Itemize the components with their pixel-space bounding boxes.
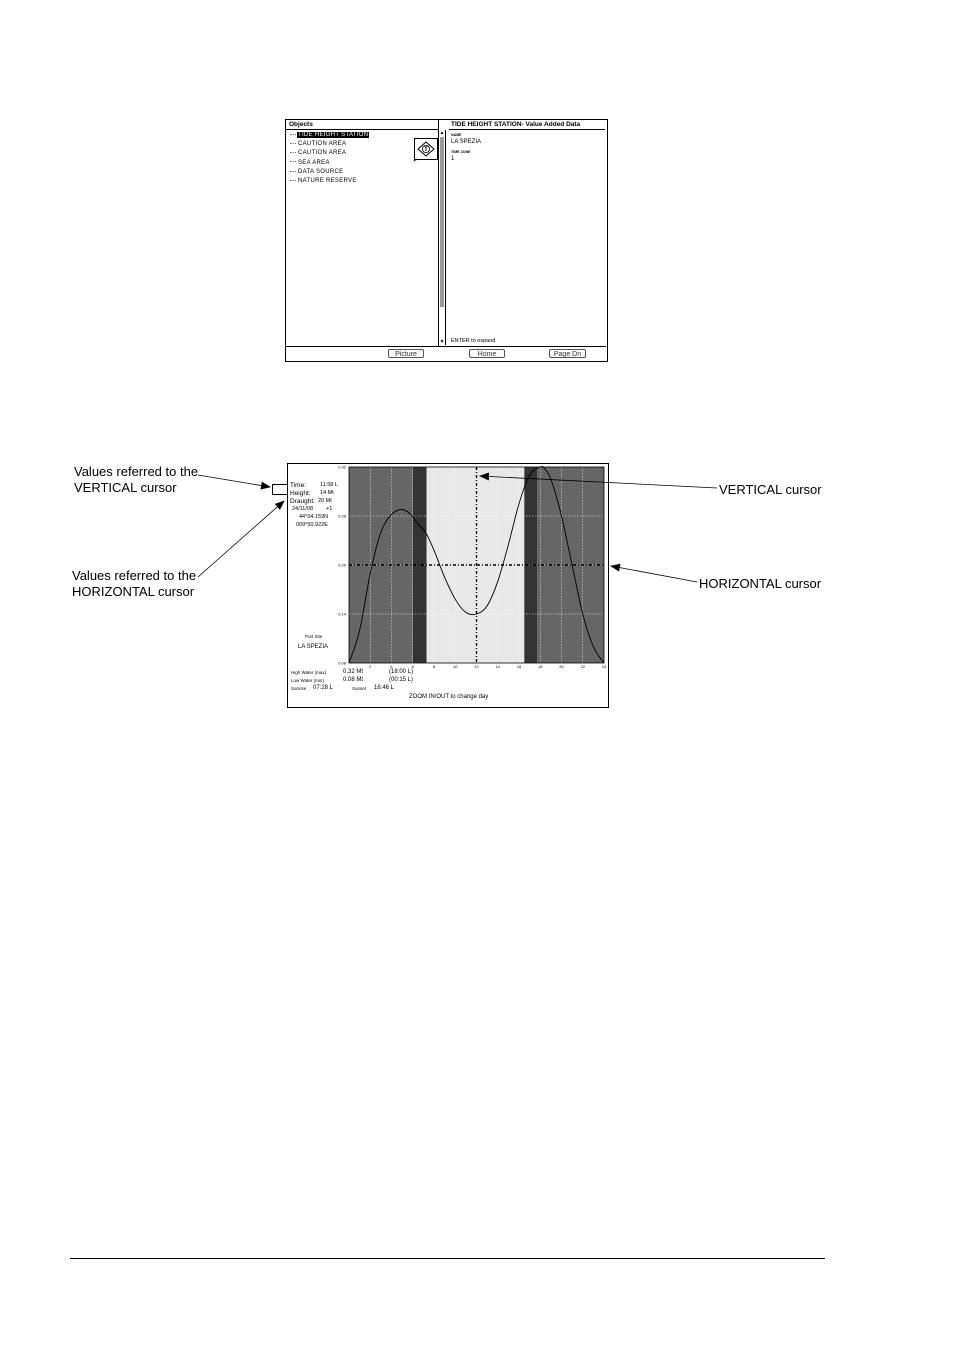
x-tick-label: 6	[411, 664, 414, 669]
time-zone-field-value: 1	[451, 156, 455, 162]
enter-hint: ENTER to expand	[451, 338, 496, 344]
height-label: Height:	[290, 490, 311, 497]
svg-text:T: T	[424, 147, 428, 154]
callout-line: HORIZONTAL cursor	[72, 584, 195, 599]
x-tick-label: 20	[559, 664, 564, 669]
name-field-label: NAME	[451, 133, 462, 137]
arrow-horizontal-cursor	[611, 566, 697, 582]
port-site-label: Port Site	[305, 634, 323, 639]
x-tick-label: 10	[453, 664, 458, 669]
object-list-item-label: DATA SOURCE	[298, 168, 344, 175]
callout-line: Values referred to the	[72, 568, 197, 583]
time-label: Time:	[290, 482, 307, 489]
object-list-item-label: SEA AREA	[298, 159, 330, 166]
arrow-horizontal-values	[198, 501, 284, 577]
scroll-up-arrow-icon[interactable]: ▲	[439, 130, 445, 136]
y-tick-label: 0.20	[338, 562, 346, 568]
height-value: 14 Mt	[320, 490, 334, 496]
arrow-vertical-cursor	[480, 476, 717, 488]
x-tick-label: 12	[474, 664, 479, 669]
low-water-label: Low Water (min)	[291, 678, 324, 683]
port-name: LA SPEZIA	[298, 644, 329, 650]
object-list-item-label: NATURE RESERVE	[298, 177, 357, 184]
draught-label: Draught:	[290, 498, 315, 505]
sunrise-value: 07:28 L	[313, 685, 334, 691]
name-field-value: LA SPEZIA	[451, 139, 482, 145]
time-zone-field-label: TIME ZONE	[451, 150, 471, 154]
longitude: 009°50.922E	[296, 522, 328, 528]
latitude: 44°04.159N	[299, 514, 329, 520]
x-tick-label: 18	[538, 664, 543, 669]
callout-line: VERTICAL cursor	[74, 480, 177, 495]
y-tick-label: 0.14	[338, 611, 346, 617]
arrow-vertical-values	[198, 475, 270, 487]
high-water-label: High Water (max)	[291, 670, 327, 675]
low-water-time: (00:15 L)	[389, 677, 414, 683]
page-down-button[interactable]: Page Dn	[549, 349, 586, 358]
x-tick-label: 14	[495, 664, 500, 669]
draught-value: 20 Mt	[318, 498, 332, 504]
value-added-data-title: TIDE HEIGHT STATION- Value Added Data	[451, 121, 581, 128]
home-button[interactable]: Home	[469, 349, 505, 358]
x-tick-label: 22	[580, 664, 585, 669]
scroll-down-arrow-icon[interactable]: ▼	[439, 339, 445, 345]
timezone-offset: +1	[326, 506, 333, 512]
object-list-item-label: CAUTION AREA	[298, 150, 347, 157]
x-tick-label: 16	[516, 664, 522, 669]
x-tick-label: 2	[369, 664, 372, 669]
date-value: 24/11/08	[292, 506, 314, 512]
page-footer-rule	[70, 1258, 825, 1259]
objects-panel-title: Objects	[289, 121, 313, 128]
y-tick-label: 0.32	[338, 464, 346, 470]
x-tick-label: 8	[432, 664, 436, 669]
x-tick-label: 24	[601, 664, 607, 669]
object-list-item-label: CAUTION AREA	[298, 141, 347, 148]
sunset-label: Sunset	[352, 686, 367, 691]
callout-line: Values referred to the	[74, 464, 199, 479]
x-tick-label: 4	[390, 664, 393, 669]
picture-button[interactable]: Picture	[388, 349, 424, 358]
y-tick-label: 0.26	[338, 513, 346, 519]
horizontal-cursor-callout: HORIZONTAL cursor	[699, 576, 822, 591]
vertical-cursor-callout: VERTICAL cursor	[719, 482, 822, 497]
time-value: 11:58 L	[320, 482, 338, 488]
position-mark: +	[413, 159, 417, 165]
sunset-value: 16:46 L	[374, 685, 395, 691]
low-water-value: 0.08 Mt	[343, 677, 364, 683]
sunrise-label: Sunrise	[291, 686, 307, 691]
object-list-item-label: TIDE HEIGHT STATION	[298, 132, 369, 138]
high-water-time: (18:00 L)	[389, 669, 414, 675]
zoom-hint: ZOOM IN/OUT to change day	[409, 694, 489, 700]
y-tick-label: 0.08	[338, 660, 346, 666]
high-water-value: 0.32 Mt	[343, 669, 364, 675]
